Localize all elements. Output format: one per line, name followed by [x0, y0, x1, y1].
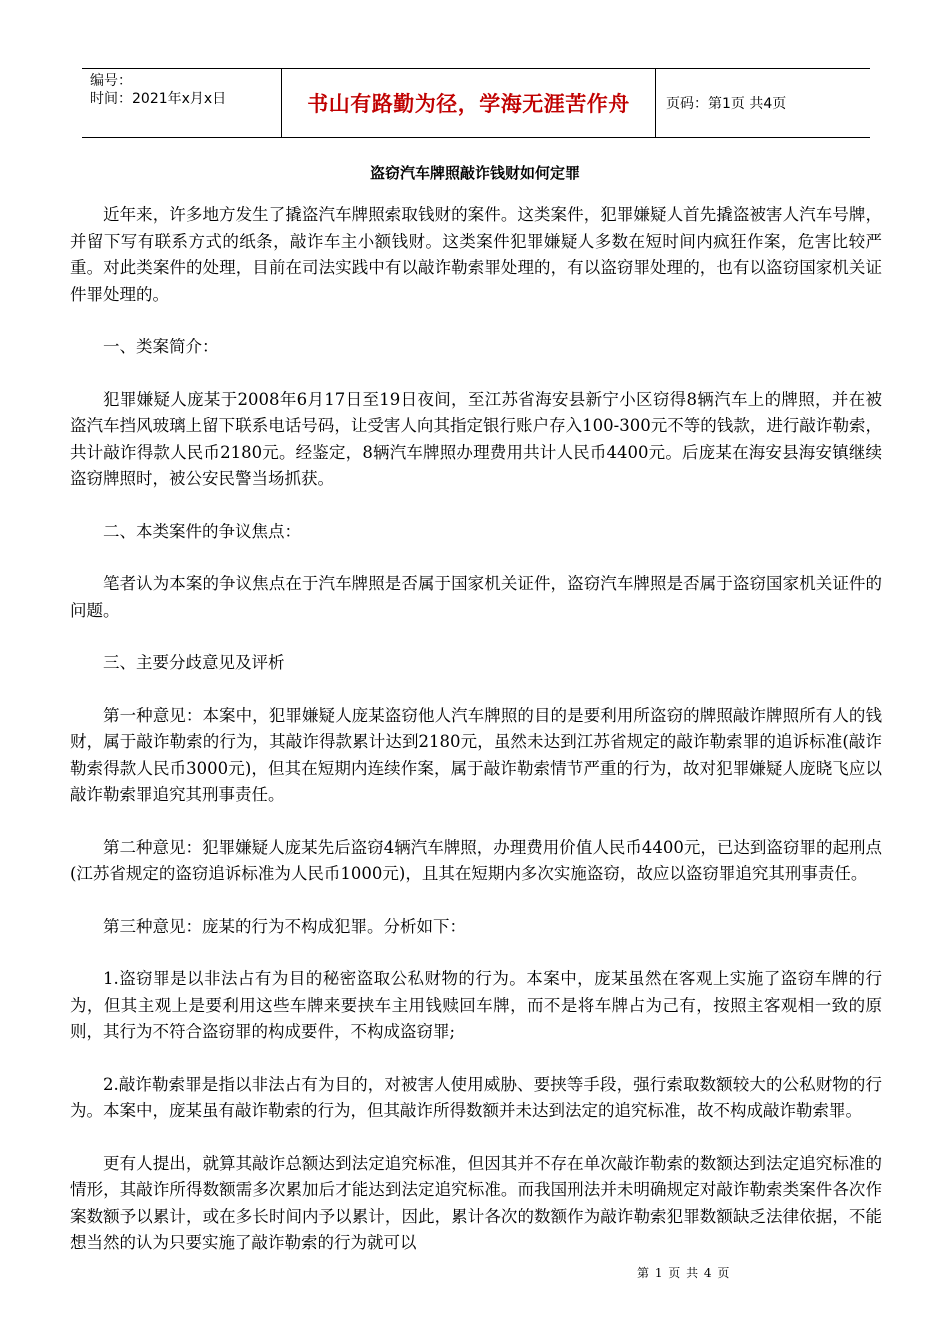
header-page-info: 页码：第1页 共4页	[666, 96, 787, 112]
paragraph: 更有人提出，就算其敲诈总额达到法定追究标准，但因其并不存在单次敲诈勒索的数额达到法定追究标准的情形，其敲诈所得数额需多次累加后才能达到法定追究标准。而我国刑法并未明确规定对敲诈勒索类案件各次作案数额予以累计，或在多长时间内予以累计，因此，累计各次的数额作为敲诈勒索犯罪数额缺乏法律依据，不能想当然的认为只要实施了敲诈勒索的行为就可以	[70, 1153, 882, 1252]
paragraph: 1.盗窃罪是以非法占有为目的秘密盗取公私财物的行为。本案中，庞某虽然在客观上实施了盗窃车牌的行为，但其主观上是要利用这些车牌来要挟车主用钱赎回车牌，而不是将车牌占为己有，按照主客观相一致的原则，其行为不符合盗窃罪的构成要件，不构成盗窃罪;	[70, 969, 882, 1041]
paragraph: 第三种意见：庞某的行为不构成犯罪。分析如下：	[103, 916, 466, 936]
section-heading: 三、主要分歧意见及评析	[103, 653, 285, 672]
paragraph: 近年来，许多地方发生了撬盗汽车牌照索取钱财的案件。这类案件，犯罪嫌疑人首先撬盗被害人汽车号牌，并留下写有联系方式的纸条，敲诈车主小额钱财。这类案件犯罪嫌疑人多数在短时间内疯狂作案，危害比较严重。对此类案件的处理，目前在司法实践中有以敲诈勒索罪处理的，有以盗窃罪处理的，也有以盗窃国家机关证件罪处理的。	[70, 205, 882, 304]
paragraph: 第二种意见：犯罪嫌疑人庞某先后盗窃4辆汽车牌照，办理费用价值人民币4400元，已达到盗窃罪的起刑点(江苏省规定的盗窃追诉标准为人民币1000元)，且其在短期内多次实施盗窃，故应以盗窃罪追究其刑事责任。	[70, 837, 882, 883]
paragraph: 第一种意见：本案中，犯罪嫌疑人庞某盗窃他人汽车牌照的目的是要利用所盗窃的牌照敲诈牌照所有人的钱财，属于敲诈勒索的行为，其敲诈得款累计达到2180元，虽然未达到江苏省规定的敲诈勒索罪的追诉标准(敲诈勒索得款人民币3000元)，但其在短期内连续作案，属于敲诈勒索情节严重的行为，故对犯罪嫌疑人庞晓飞应以敲诈勒索罪追究其刑事责任。	[70, 705, 882, 804]
document-number-label: 编号：	[90, 73, 132, 89]
section-heading: 二、本类案件的争议焦点：	[103, 521, 301, 541]
document-date-label: 时间：2021年x月x日	[90, 91, 227, 107]
paragraph: 2.敲诈勒索罪是指以非法占有为目的，对被害人使用威胁、要挟等手段，强行索取数额较大的公私财物的行为。本案中，庞某虽有敲诈勒索的行为，但其敲诈所得数额并未达到法定的追究标准，故不构成敲诈勒索罪。	[70, 1074, 882, 1120]
document-title: 盗窃汽车牌照敲诈钱财如何定罪	[369, 164, 580, 182]
header-motto: 书山有路勤为径，学海无涯苦作舟	[282, 69, 656, 137]
header-meta	[82, 69, 282, 137]
document-body	[70, 202, 882, 1283]
paragraph: 笔者认为本案的争议焦点在于汽车牌照是否属于国家机关证件，盗窃汽车牌照是否属于盗窃国家机关证件的问题。	[70, 574, 882, 620]
page-number-footer: 第 1 页 共 4 页	[637, 1266, 731, 1280]
page-header	[82, 68, 870, 138]
paragraph: 犯罪嫌疑人庞某于2008年6月17日至19日夜间，至江苏省海安县新宁小区窃得8辆汽车上的牌照，并在被盗汽车挡风玻璃上留下联系电话号码，让受害人向其指定银行账户存入100-300元不等的钱款，进行敲诈勒索，共计敲诈得款人民币2180元。经鉴定，8辆汽车牌照办理费用共计人民币4400元。后庞某在海安县海安镇继续盗窃牌照时，被公安民警当场抓获。	[70, 389, 882, 488]
section-heading: 一、类案简介：	[103, 337, 219, 356]
